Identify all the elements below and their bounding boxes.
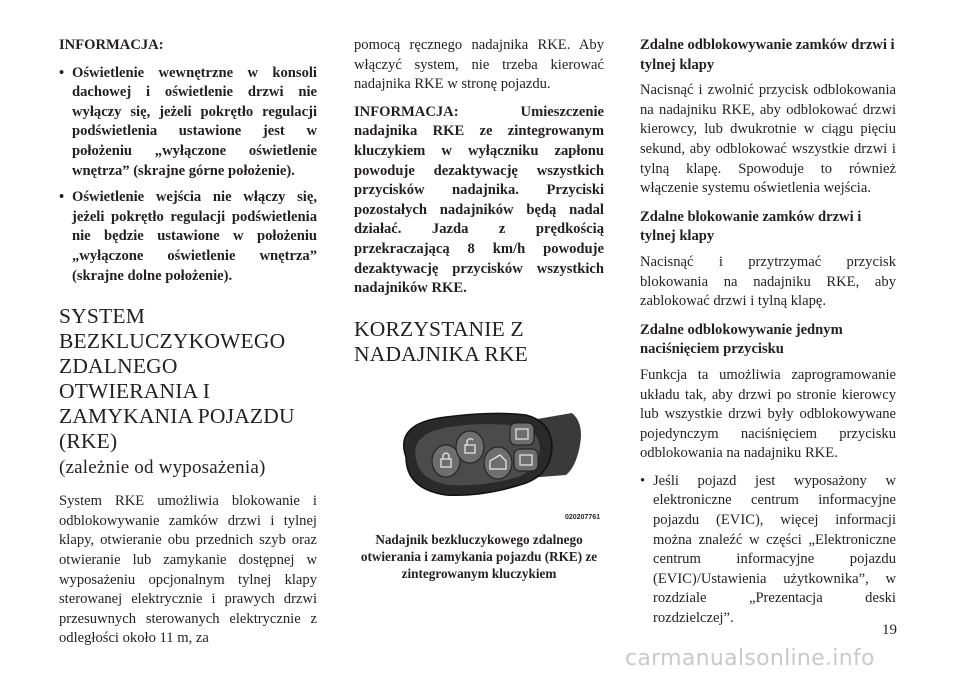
bullet-text: Oświetlenie wewnętrzne w konsoli dachowej i oświetlenie drzwi nie wyłączy się, jeżeli pokrętło regulacji podświetlenia ustawione jest w położeniu „wyłączone oświetlenie wnętrza” (skrajne górne położenie).: [72, 64, 317, 179]
info-label: INFORMACJA:: [354, 103, 459, 120]
subsection-heading-lock: Zdalne blokowanie zamków drzwi i tylnej klapy: [640, 208, 862, 245]
paragraph-lock: Nacisnąć i przytrzymać przycisk blokowania na nadajniku RKE, aby zablokować drzwi i tylną klapę.: [640, 253, 896, 310]
evic-bullet-list: [640, 472, 896, 629]
info-label: INFORMACJA:: [59, 37, 164, 53]
info-note: [354, 103, 604, 299]
subsection-heading-unlock: Zdalne odblokowywanie zamków drzwi i tylnej klapy: [640, 37, 895, 73]
continuation-paragraph: pomocą ręcznego nadajnika RKE. Aby włączyć system, nie trzeba kierować nadajnika RKE w stronę pojazdu.: [354, 37, 604, 93]
page-number: 19: [882, 622, 897, 638]
column-right: [640, 36, 896, 636]
list-item: [59, 64, 317, 182]
unlock-button: [456, 431, 484, 463]
liftgate-button: [484, 447, 512, 479]
sliding-door-right-button: [514, 449, 538, 471]
key-fob-figure: [354, 383, 604, 523]
info-text: Umieszczenie nadajnika RKE ze zintegrowanym kluczykiem w wyłączniku zapłonu powoduje dezaktywację wszystkich przycisków nadajnika. Przyciski pozostałych nadajników będą nadal działać. Jazda z prędkością przekraczającą 8 km/h powoduje dezaktywację przycisków wszystkich nadajników RKE.: [354, 103, 604, 297]
list-item: [59, 188, 317, 286]
section-title-using-rke: KORZYSTANIE Z NADAJNIKA RKE: [354, 316, 529, 366]
sliding-door-left-button: [510, 423, 534, 445]
bullet-dot: •: [640, 472, 646, 489]
subsection-heading-one-press: Zdalne odblokowywanie jednym naciśnięciem przycisku: [640, 321, 843, 358]
figure-caption: Nadajnik bezkluczykowego zdalnego otwierania i zamykania pojazdu (RKE) ze zintegrowanym kluczykiem: [360, 531, 598, 581]
info-bullet-list: [59, 64, 317, 287]
bullet-text: Oświetlenie wejścia nie włączy się, jeżeli pokrętło regulacji podświetlenia nie będzie ustawione w położeniu „wyłączone oświetlenie wnętrza” (skrajne dolne położenie).: [72, 189, 317, 284]
column-middle: [354, 36, 604, 582]
section-title-rke: [59, 304, 317, 480]
bullet-text: Jeśli pojazd jest wyposażony w elektroniczne centrum informacyjne pojazdu (EVIC), więcej informacji można znaleźć w części „Elektroniczne centrum informacyjne pojazdu (EVIC)/Ustawienia użytkownika”, w rozdziale „Prezentacja deski rozdzielczej”.: [653, 472, 896, 627]
section-subtitle: (zależnie od wyposażenia): [59, 457, 266, 479]
bullet-dot: •: [59, 64, 65, 81]
bullet-dot: •: [59, 189, 65, 206]
paragraph-one-press: Funkcja ta umożliwia zaprogramowanie układu tak, aby drzwi po stronie kierowcy lub wszystkie drzwi były odblokowywane pojedynczym naciśnięciem przycisku odblokowania na nadajniku RKE.: [640, 366, 896, 462]
section-title-text: SYSTEM BEZKLUCZYKOWEGO ZDALNEGO OTWIERANIA I ZAMYKANIA POJAZDU (RKE): [59, 304, 295, 454]
column-left: [59, 36, 317, 649]
list-item: [640, 472, 896, 629]
section-body: System RKE umożliwia blokowanie i odblokowywanie zamków drzwi i tylnej klapy, otwieranie obu przednich szyb oraz otwieranie lub zamykanie dostępnej w wyposażeniu opcjonalnym tylnej klapy sterowanej elektrycznie i prawych drzwi przesuwnych sterowanych elektrycznie z odległości około 11 m, za: [59, 493, 317, 647]
watermark: carmanualsonline.info: [625, 646, 875, 671]
paragraph-unlock: Nacisnąć i zwolnić przycisk odblokowania na nadajniku RKE, aby odblokować drzwi kierowcy, lub dwukrotnie w ciągu pięciu sekund, aby odblokować wszystkie drzwi i tylną klapę. Spowoduje to również włączenie systemu oświetlenia wejścia.: [640, 82, 896, 197]
figure-code: 020207761: [564, 513, 600, 521]
key-fob-illustration: [354, 383, 604, 523]
